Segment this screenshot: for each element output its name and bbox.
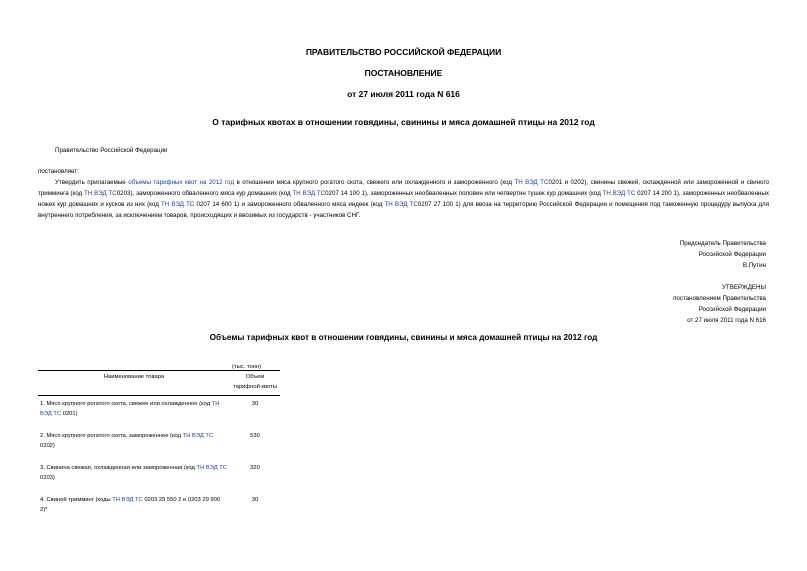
signature-line: Российской Федерации (698, 251, 766, 258)
decrees-text: постановляет: (38, 168, 79, 175)
tn-ved-link[interactable]: ТН ВЭД ТС (292, 190, 326, 197)
product-name: 2. Мясо крупного рогатого скота, замороженное (код ТН ВЭД ТС 0202) (40, 433, 214, 449)
tn-ved-link[interactable]: ТН ВЭД ТС (84, 190, 117, 197)
annex-title: Объемы тарифных квот в отношении говядины, свинины и мяса домашней птицы на 2012 год (209, 333, 598, 342)
table-row (38, 428, 280, 460)
body-paragraph: Утвердить прилагаемые объемы тарифных квот на 2012 год в отношении мяса крупного рогатого скота, свежего или охлажденного и замороженного (код ТН ВЭД ТС0201 и 0202), свинины свежей, охлажденной или замороженной и свиного тримминга (код ТН ВЭД ТС0203), замороженного обваленного мяса кур домашних (код ТН ВЭД ТС0207 14 100 1), замороженных необваленных половин или четвертин тушек кур домашних (код ТН ВЭД ТС 0207 14 200 1), замороженных необваленных ножек кур домашних и кусков из них (код ТН ВЭД ТС 0207 14 600 1) и замороженного обваленного мяса индеек (код ТН ВЭД ТС0207 27 100 1) для ввоза на территорию Российской Федерации и помещения под таможенную процедуру выпуска для внутреннего потребления, за исключением товаров, происходящих и ввозимых из государств - участников СНГ. (38, 179, 770, 219)
approved-line: УТВЕРЖДЕНЫ (722, 284, 766, 291)
tn-ved-link[interactable]: ТН ВЭД ТС (160, 201, 195, 208)
product-name: 3. Свинина свежая, охлажденная или замороженная (код ТН ВЭД ТС 0203) (40, 465, 227, 481)
issuer-text: Правительство Российской Федерации (55, 147, 168, 154)
approved-line: от 27 июля 2011 года N 616 (687, 317, 766, 324)
quota-value: 320 (250, 465, 260, 471)
quota-annex-link[interactable]: объемы тарифных квот на 2012 год (128, 179, 235, 186)
quota-value: 530 (250, 433, 260, 439)
government-heading: ПРАВИТЕЛЬСТВО РОССИЙСКОЙ ФЕДЕРАЦИИ (305, 47, 502, 57)
quota-table (38, 370, 280, 524)
tn-ved-link[interactable]: ТН ВЭД ТС (112, 497, 143, 503)
tn-ved-link[interactable]: ТН ВЭД ТС (384, 201, 418, 208)
unit-label: (тыс. тонн) (232, 364, 262, 370)
signatory-name: В.Путин (742, 262, 766, 269)
signature-line: Председатель Правительства (679, 240, 766, 247)
column-header-product: Наименование товара (38, 371, 230, 396)
tn-ved-link[interactable]: ТН ВЭД ТС (196, 465, 227, 471)
signature-block (680, 238, 766, 271)
table-row (38, 460, 280, 492)
table-row (38, 492, 280, 524)
quota-value: 30 (251, 497, 259, 503)
quota-value: 30 (251, 401, 259, 407)
approved-block (673, 282, 766, 326)
column-header-quota: Объем тарифной квоты (230, 371, 280, 396)
approved-line: Российской Федерации (698, 306, 766, 313)
document-date-number: от 27 июля 2011 года N 616 (347, 89, 460, 99)
document-title: О тарифных квотах в отношении говядины, свинины и мяса домашней птицы на 2012 год (212, 117, 595, 127)
table-row (38, 396, 280, 429)
tn-ved-link[interactable]: ТН ВЭД ТС (40, 401, 220, 417)
approved-line: постановлением Правительства (673, 295, 766, 302)
product-name: 4. Свиной тримминг (коды ТН ВЭД ТС 0203 29 550 2 и 0203 29 900 2)* (40, 497, 221, 513)
tn-ved-link[interactable]: ТН ВЭД ТС (182, 433, 214, 439)
tn-ved-link[interactable]: ТН ВЭД ТС (602, 190, 636, 197)
tn-ved-link[interactable]: ТН ВЭД ТС (514, 179, 549, 186)
document-type: ПОСТАНОВЛЕНИЕ (364, 68, 443, 78)
product-name: 1. Мясо крупного рогатого скота, свежее или охлажденное (код ТН ВЭД ТС 0201) (40, 401, 220, 417)
